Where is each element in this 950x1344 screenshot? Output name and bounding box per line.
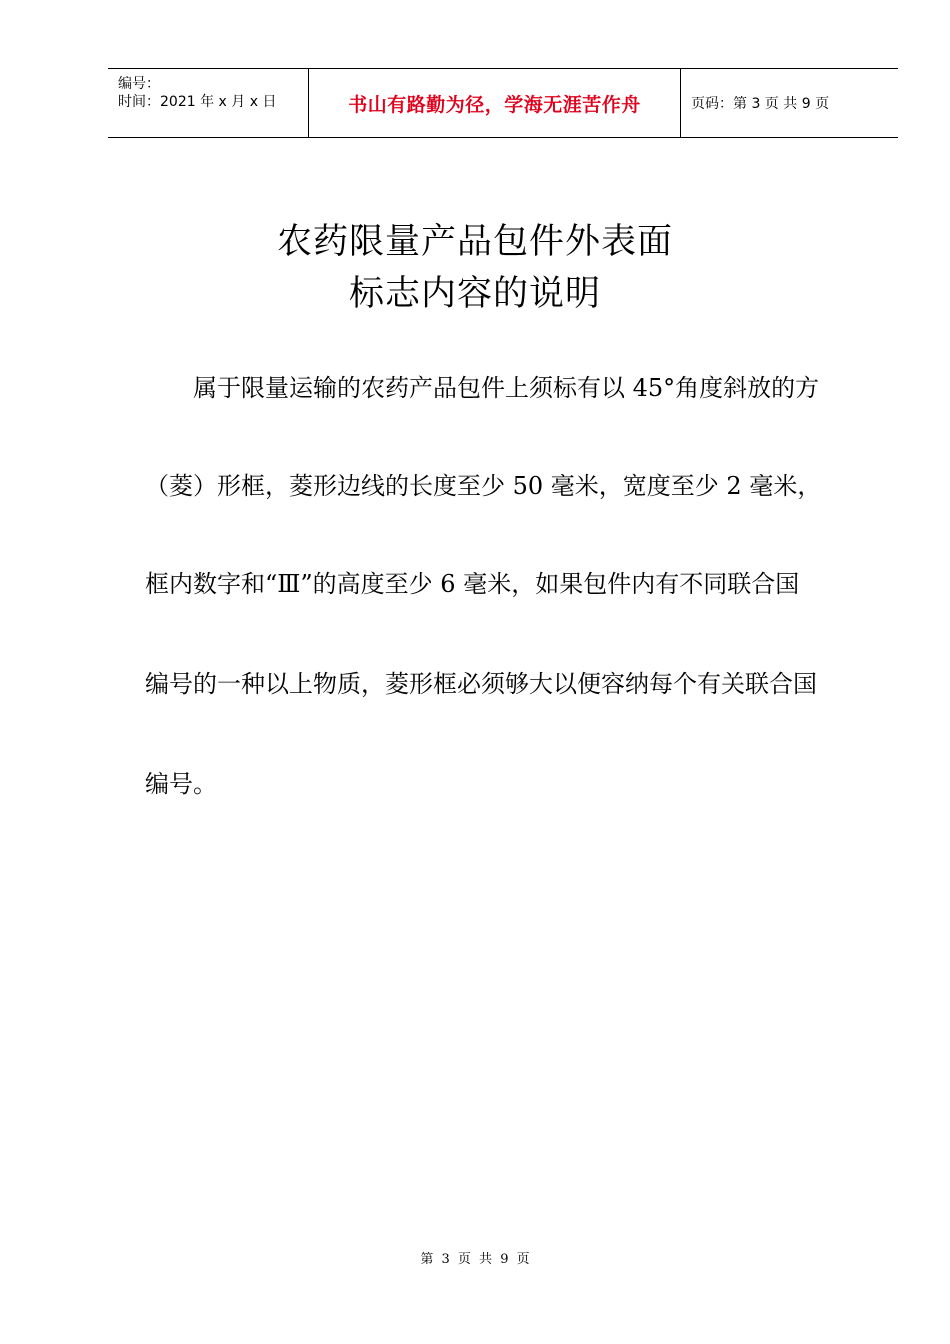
body-line: 编号。 [145, 770, 217, 798]
header-meta-cell [108, 69, 308, 137]
document-number-label: 编号： [118, 76, 160, 92]
document-date-label: 时间：2021 年 x 月 x 日 [118, 94, 277, 110]
motto-text: 书山有路勤为径，学海无涯苦作舟 [348, 93, 641, 116]
page-footer: 第 3 页 共 9 页 [420, 1252, 530, 1267]
document-title-line-2: 标志内容的说明 [348, 274, 601, 314]
body-line: 编号的一种以上物质，菱形框必须够大以便容纳每个有关联合国 [145, 670, 817, 698]
header-page-cell [681, 69, 898, 137]
header-motto-cell [308, 69, 681, 137]
page-header [108, 68, 898, 138]
body-line: 属于限量运输的农药产品包件上须标有以 45°角度斜放的方 [193, 374, 820, 402]
body-line: 框内数字和“Ⅲ”的高度至少 6 毫米，如果包件内有不同联合国 [145, 570, 800, 598]
page-code: 页码：第 3 页 共 9 页 [691, 96, 830, 112]
body-line: （菱）形框，菱形边线的长度至少 50 毫米，宽度至少 2 毫米， [145, 472, 822, 500]
document-title-line-1: 农药限量产品包件外表面 [276, 222, 673, 262]
